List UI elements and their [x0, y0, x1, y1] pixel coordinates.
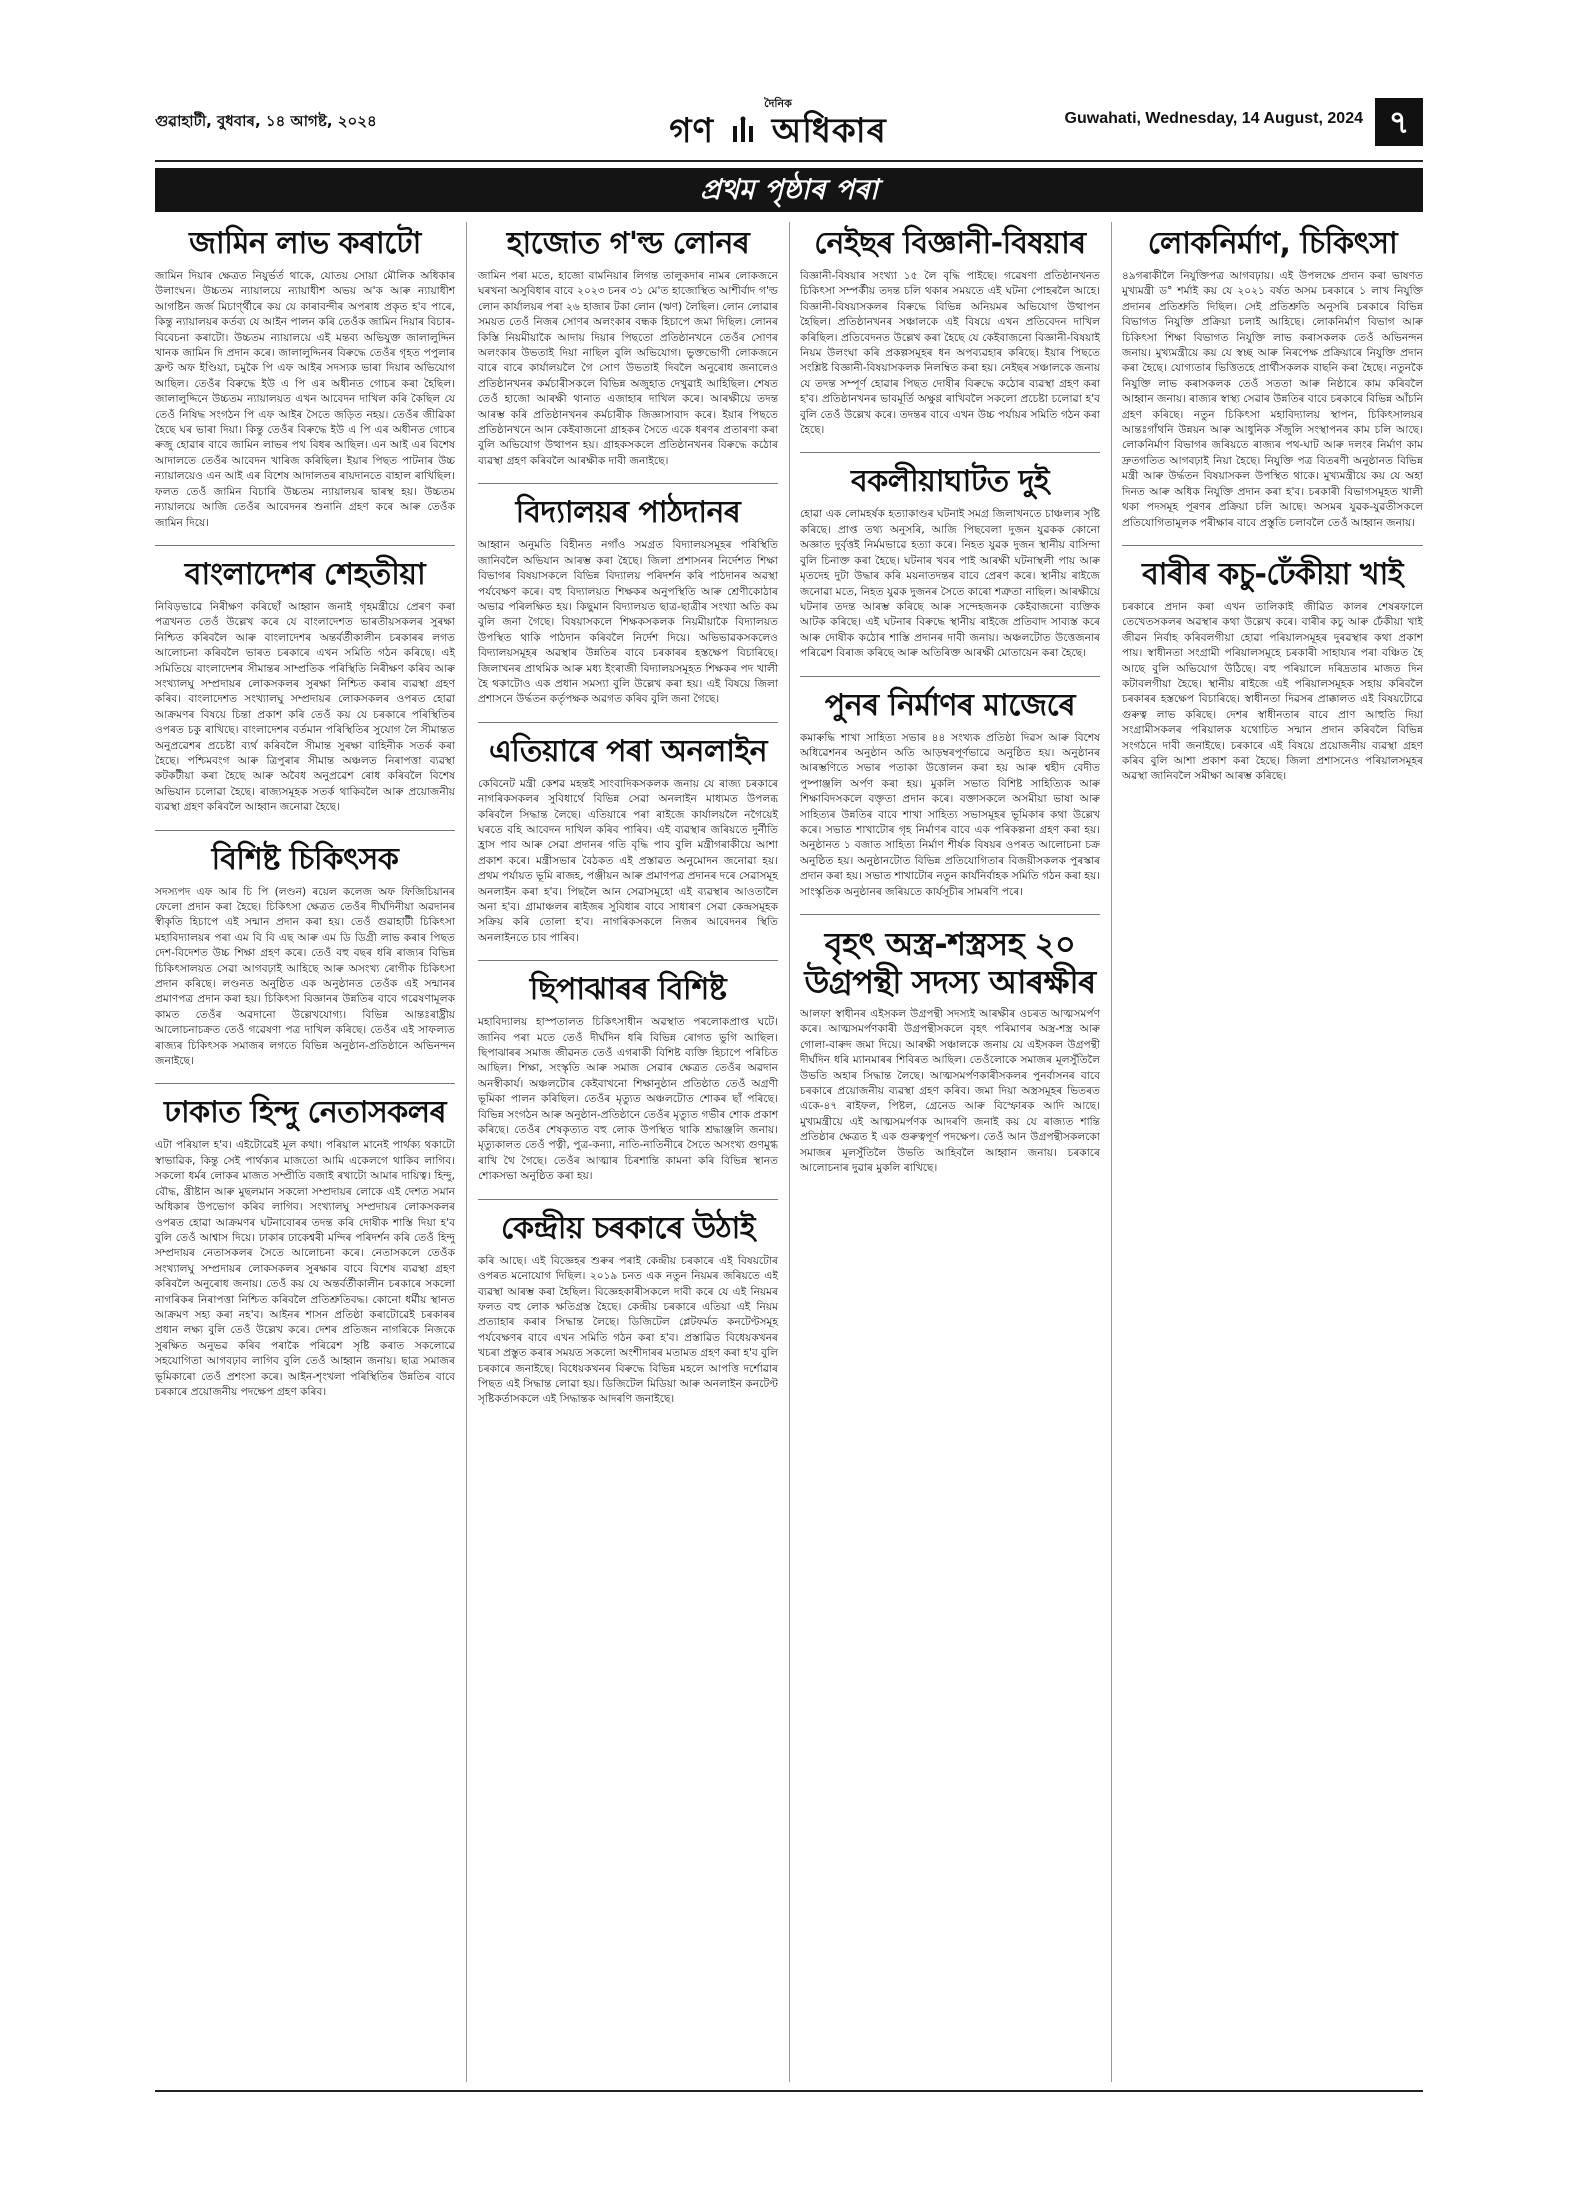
article-headline: বাৰীৰ কচু-ঢেঁকীয়া খাই: [1142, 556, 1403, 592]
divider: [800, 452, 1100, 453]
divider: [478, 1199, 778, 1200]
article-body: কমাৰুদ্ধি শাখা সাহিত্য সভাৰ ৪৪ সংখ্যক প্ৰতিষ্ঠা দিৱস আৰু বিশেষ অধিৱেশনৰ অনুষ্ঠান অতি আড়ম্বৰপূৰ্ণভাৱে অনুষ্ঠিত হয়। অনুষ্ঠানৰ আৰম্ভণিতে সভাৰ পতাকা উত্তোলন কৰা হয় আৰু শ্বহীদ বেদীত পুষ্পাঞ্জলি অৰ্পণ কৰা হয়। মুকলি সভাত বিশিষ্ট সাহিত্যিক আৰু শিক্ষাবিদসকলে বক্তৃতা প্ৰদান কৰে। বক্তাসকলে অসমীয়া ভাষা আৰু সাহিত্যৰ উন্নতিৰ বাবে শাখা সাহিত্য সভাসমূহৰ ভূমিকাৰ কথা উল্লেখ কৰে। সভাত শাখাটোৰ গৃহ নিৰ্মাণৰ বাবে এক পৰিকল্পনা গ্ৰহণ কৰা হয়। অনুষ্ঠানত ১ বজাত সাহিত্য নিৰ্মাণ শীৰ্ষক বিষয়ৰ ওপৰত আলোচনা চক্ৰ অনুষ্ঠিত হয়। অনুষ্ঠানটোত বিভিন্ন প্ৰতিযোগিতাৰ বিজয়ীসকলক পুৰস্কাৰ প্ৰদান কৰা হয়। সভাত শাখাটোৰ নতুন কাৰ্যনিৰ্বাহক সমিতি গঠন কৰা হয়। সাংস্কৃতিক অনুষ্ঠানৰ জৰিয়তে কাৰ্যসূচীৰ সামৰণি পৰে।: [800, 731, 1100, 898]
article-headline: লোকনিৰ্মাণ, চিকিৎসা: [1147, 226, 1398, 261]
article-body: আহ্বান অনুমতি বিহীনত নগাঁও সমগ্ৰত বিদ্যালয়সমূহৰ পৰিস্থিতি জানিবলৈ অভিযান আৰম্ভ কৰা হৈছে। জিলা প্ৰশাসনৰ নিৰ্দেশত শিক্ষা বিভাগৰ বিষয়াসকলে বিভিন্ন বিদ্যালয় পৰিদৰ্শন কৰি পাঠদানৰ অৱস্থা পৰ্যবেক্ষণ কৰে। বহু বিদ্যালয়ত শিক্ষকৰ অনুপস্থিতি আৰু শ্ৰেণীকোঠাৰ অভাৱ পৰিলক্ষিত হয়। কিছুমান বিদ্যালয়ত ছাত্ৰ-ছাত্ৰীৰ সংখ্যা অতি কম বুলি জনা গৈছে। বিষয়াসকলে শিক্ষকসকলক নিয়মীয়াকৈ বিদ্যালয়ত উপস্থিত থাকি পাঠদান কৰিবলৈ নিৰ্দেশ দিয়ে। অভিভাৱকসকলেও বিদ্যালয়সমূহৰ অৱস্থাৰ উন্নতিৰ বাবে চৰকাৰৰ হস্তক্ষেপ বিচাৰিছে। জিলাখনৰ প্ৰাথমিক আৰু মধ্য ইংৰাজী বিদ্যালয়সমূহত শিক্ষকৰ পদ খালী হৈ থকাটোও এক প্ৰধান সমস্যা বুলি উল্লেখ কৰা হয়। এই বিষয়ে জিলা প্ৰশাসনে উৰ্দ্ধতন কৰ্তৃপক্ষক অৱগত কৰিব বুলি জনা গৈছে।: [478, 539, 778, 706]
divider: [800, 676, 1100, 677]
divider: [478, 722, 778, 723]
article: [478, 1210, 778, 1408]
divider: [800, 914, 1100, 915]
article-body: কৰি আছে। এই বিজ্ঞেহৰ শুৰুৰ পৰাই কেন্দ্ৰীয় চৰকাৰে এই বিষয়টোৰ ওপৰত মনোযোগ দিছিল। ২০১৯ চনত এক নতুন নিয়মৰ জৰিয়তে এই ব্যৱস্থা আৰম্ভ কৰা হৈছিল। বিজ্ঞেহকাৰীসকলে দাবী কৰে যে এই নিয়মৰ ফলত বহু লোক ক্ষতিগ্ৰস্ত হৈছে। কেন্দ্ৰীয় চৰকাৰে এতিয়া এই নিয়ম প্ৰত্যাহাৰ কৰাৰ সিদ্ধান্ত লৈছে। ডিজিটেল প্লেটফৰ্মত কনটেণ্টসমূহ পৰ্যবেক্ষণৰ বাবে এখন সমিতি গঠন কৰা হ'ব। প্ৰস্তাৱিত বিধেয়কখনৰ খচৰা প্ৰস্তুত কৰাৰ সময়ত সকলো অংশীদাৰৰ মতামত গ্ৰহণ কৰা হ'ব বুলি চৰকাৰে জনাইছে। বিধেয়কখনৰ বিৰুদ্ধে বিভিন্ন মহলে আপত্তি দৰ্শোৱাৰ পিছত এই সিদ্ধান্ত লোৱা হয়। ডিজিটেল মিডিয়া আৰু অনলাইন কনটেণ্ট সৃষ্টিকৰ্তাসকলে এই সিদ্ধান্তক আদৰণি জনাইছে।: [478, 1254, 778, 1406]
article: [478, 733, 778, 946]
divider: [155, 545, 455, 546]
divider: [478, 483, 778, 484]
date-english: Guwahati, Wednesday, 14 August, 2024: [1064, 110, 1363, 127]
article-body: চৰকাৰে প্ৰদান কৰা এখন তালিকাই জীৱিত কালৰ শেষৰফালে তেখেতসকলৰ অৱস্থাৰ কথা উল্লেখ কৰে। বাৰীৰ কচু আৰু ঢেঁকীয়া খাই জীৱন নিৰ্বাহ কৰিবলগীয়া হোৱা পৰিয়ালসমূহৰ দুৰৱস্থাৰ কথা প্ৰকাশ পায়। স্বাধীনতা সংগ্ৰামী পৰিয়ালসমূহে চৰকাৰী সাহায্যৰ পৰা বঞ্চিত হৈ আছে বুলি অভিযোগ উঠিছে। বহু পৰিয়ালে দৰিদ্ৰতাৰ মাজত দিন কটাবলগীয়া হৈছে। স্থানীয় ৰাইজে এই পৰিয়ালসমূহক সহায় কৰিবলৈ চৰকাৰৰ হস্তক্ষেপ বিচাৰিছে। স্বাধীনতা দিৱসৰ প্ৰাক্কালত এই বিষয়টোৱে গুৰুত্ব লাভ কৰিছে। দেশৰ স্বাধীনতাৰ বাবে প্ৰাণ আহুতি দিয়া সংগ্ৰামীসকলৰ পৰিয়ালক যথোচিত সন্মান প্ৰদান কৰিবলৈ বিভিন্ন সংগঠনে দাবী জনাইছে। চৰকাৰে এই বিষয়ে প্ৰয়োজনীয় ব্যৱস্থা গ্ৰহণ কৰিব বুলি আশা প্ৰকাশ কৰা হৈছে। জিলা প্ৰশাসনেও পৰিয়ালসমূহৰ অৱস্থা জানিবলৈ সমীক্ষা আৰম্ভ কৰিছে।: [1122, 600, 1423, 783]
column-2: [478, 225, 778, 1422]
footer-rule: [155, 2090, 1423, 2092]
article: [478, 225, 778, 469]
masthead: [155, 98, 1423, 158]
article: [155, 1094, 455, 1400]
date-assamese: গুৱাহাটী, বুধবাৰ, ১৪ আগষ্ট, ২০২৪: [155, 112, 377, 130]
article-body: জামিন পৰা মতে, হাজো বামনিয়াৰ লিগন্ত তালুকদাৰ নামৰ লোকজনে ঘৰখনা অসুবিধাৰ বাবে ২০২৩ চনৰ ৩১ মে'ত হাজোস্থিত আশীৰ্বাদ গ'ল্ড লোন কাৰ্যালয়ৰ পৰা ২৬ হাজাৰ টকা লোন (ঋণ) লৈছিল। লোন লোৱাৰ সময়ত তেওঁ নিজৰ সোণৰ অলংকাৰ বন্ধক হিচাপে জমা দিছিল। লোনৰ কিস্তি নিয়মীয়াকৈ আদায় দিয়াৰ পিছতো প্ৰতিষ্ঠানখনে তেওঁৰ সোণৰ অলংকাৰ উভতাই দিয়া নাছিল বুলি অভিযোগ। ভুক্তভোগী লোকজনে বাৰে বাৰে কাৰ্যালয়লৈ গৈ সোণ উভতাই দিবলৈ অনুৰোধ জনালেও প্ৰতিষ্ঠানখনৰ কৰ্মচাৰীসকলে বিভিন্ন অজুহাত দেখুৱাই আহিছিল। শেষত তেওঁ হাজো আৰক্ষী থানাত এজাহাৰ দাখিল কৰে। আৰক্ষীয়ে তদন্ত আৰম্ভ কৰি প্ৰতিষ্ঠানখনৰ কৰ্মচাৰীক জিজ্ঞাসাবাদ কৰে। ইয়াৰ পিছতে প্ৰতিষ্ঠানখনে আন কেইবাজনো গ্ৰাহকৰ সৈতে একে ধৰণৰ প্ৰতাৰণা কৰা বুলি অভিযোগ উত্থাপন হয়। গ্ৰাহকসকলে প্ৰতিষ্ঠানখনৰ বিৰুদ্ধে কঠোৰ ব্যৱস্থা গ্ৰহণ কৰিবলৈ আৰক্ষীক দাবী জনাইছে।: [478, 270, 778, 467]
article-body: কেবিনেট মন্ত্ৰী কেশৱ মহন্তই সাংবাদিকসকলক জনায় যে ৰাজ্য চৰকাৰে নাগৰিকসকলৰ সুবিধাৰ্থে বিভিন্ন সেৱা অনলাইন মাধ্যমত উপলব্ধ কৰিবলৈ সিদ্ধান্ত লৈছে। এতিয়াৰে পৰা ৰাইজে কাৰ্যালয়লৈ নগৈয়েই ঘৰতে বহি আবেদন দাখিল কৰিব পাৰিব। এই ব্যৱস্থাৰ জৰিয়তে দুৰ্নীতি হ্ৰাস পাব আৰু সেৱা প্ৰদানৰ গতি বৃদ্ধি পাব বুলি মন্ত্ৰীগৰাকীয়ে আশা প্ৰকাশ কৰে। মন্ত্ৰীসভাৰ বৈঠকত এই প্ৰস্তাৱত অনুমোদন জনোৱা হয়। প্ৰথম পৰ্যায়ত ভূমি ৰাজহ, পঞ্জীয়ন আৰু প্ৰমাণপত্ৰ প্ৰদানৰ দৰে সেৱাসমূহ অনলাইন কৰা হ'ব। পিছলৈ আন সেৱাসমূহো এই ব্যৱস্থাৰ আওতালৈ অনা হ'ব। গ্ৰামাঞ্চলৰ ৰাইজৰ সুবিধাৰ বাবে সাধাৰণ সেৱা কেন্দ্ৰসমূহক সক্ৰিয় কৰি তোলা হ'ব। নাগৰিকসকলে নিজৰ আবেদনৰ স্থিতি অনলাইনতে চাব পাৰিব।: [478, 777, 778, 944]
article-headline: জামিন লাভ কৰাটো: [189, 226, 421, 261]
column-divider: [466, 222, 467, 2082]
article: [1122, 556, 1423, 785]
article-headline: নেইছৰ বিজ্ঞানী-বিষয়াৰ: [814, 226, 1086, 261]
column-4: [1122, 225, 1423, 799]
article: [155, 225, 455, 531]
article-headline: বিশিষ্ট চিকিৎসক: [211, 841, 399, 877]
article: [1122, 225, 1423, 531]
divider: [155, 1083, 455, 1084]
article-headline: এতিয়াৰে পৰা অনলাইন: [488, 733, 768, 769]
article-body: এটা পৰিয়াল হ'ব। এইটোৱেই মূল কথা। পৰিয়াল মানেই পাৰ্থক্য থকাটো স্বাভাৱিক, কিন্তু সেই পাৰ্থক্যৰ মাজতো আমি একেলগে থাকিব লাগিব। সকলো ধৰ্মৰ লোকৰ মাজত সম্প্ৰীতি বজাই ৰখাটো আমাৰ দায়িত্ব। হিন্দু, বৌদ্ধ, খ্ৰীষ্টান আৰু মুছলমান সকলো সম্প্ৰদায়ৰ লোকে এই দেশত সমান অধিকাৰ উপভোগ কৰিব লাগিব। সংখ্যালঘু সম্প্ৰদায়ৰ লোকসকলৰ ওপৰত হোৱা আক্ৰমণৰ ঘটনাবোৰৰ তদন্ত কৰি দোষীক শাস্তি দিয়া হ'ব বুলি তেওঁ আশ্বাস দিয়ে। ঢাকাৰ ঢাকেশ্বৰী মন্দিৰ পৰিদৰ্শন কৰি তেওঁ হিন্দু সম্প্ৰদায়ৰ নেতাসকলৰ সৈতে আলোচনা কৰে। নেতাসকলে তেওঁক সংখ্যালঘু সম্প্ৰদায়ৰ লোকসকলৰ সুৰক্ষাৰ বাবে বিশেষ ব্যৱস্থা গ্ৰহণ কৰিবলৈ অনুৰোধ জনায়। তেওঁ কয় যে অন্তৰ্বৰ্তীকালীন চৰকাৰে সকলো নাগৰিকৰ নিৰাপত্তা নিশ্চিত কৰিবলৈ প্ৰতিশ্ৰুতিবদ্ধ। কোনো ধৰ্মীয় স্থানত আক্ৰমণ সহ্য কৰা নহ'ব। আইনৰ শাসন প্ৰতিষ্ঠা কৰাটোৱেই চৰকাৰৰ প্ৰধান লক্ষ্য বুলি তেওঁ উল্লেখ কৰে। দেশৰ প্ৰতিজন নাগৰিকে নিজকে সুৰক্ষিত অনুভৱ কৰিব পৰাকৈ পৰিৱেশ সৃষ্টি কৰাত সকলোৱে সহযোগিতা আগবঢ়াব লাগিব বুলি তেওঁ আহ্বান জনায়। ছাত্ৰ সমাজৰ ভূমিকাৰো তেওঁ প্ৰশংসা কৰে। আইন-শৃংখলা পৰিস্থিতিৰ উন্নতিৰ বাবে চৰকাৰে প্ৰয়োজনীয় পদক্ষেপ গ্ৰহণ কৰিব।: [155, 1139, 455, 1398]
logo-right-word: অধিকাৰ: [771, 111, 887, 151]
article: [155, 556, 455, 816]
article-headline: ছিপাঝাৰৰ বিশিষ্ট: [529, 972, 727, 1008]
article-headline: বিদ্যালয়ৰ পাঠদানৰ: [515, 495, 741, 531]
article: [478, 971, 778, 1184]
article-body: আলফা স্বাধীনৰ এইসকল উগ্ৰপন্থী সদস্যই আৰক্ষীৰ ওচৰত আত্মসমৰ্পণ কৰে। আত্মসমৰ্পণকাৰী উগ্ৰপন্থীসকলে বৃহৎ পৰিমাণৰ অস্ত্ৰ-শস্ত্ৰ আৰু গোলা-বাৰুদ জমা দিয়ে। আৰক্ষী সঞ্চালকে জনায় যে এইসকল উগ্ৰপন্থী দীৰ্ঘদিন ধৰি ম্যানমাৰৰ শিবিৰত আছিল। তেওঁলোকে সমাজৰ মূলসুঁতিলৈ উভতি অহাৰ সিদ্ধান্ত লৈছে। আত্মসমৰ্পণকাৰীসকলৰ পুনৰ্বাসনৰ বাবে চৰকাৰে প্ৰয়োজনীয় ব্যৱস্থা গ্ৰহণ কৰিব। জমা দিয়া অস্ত্ৰসমূহৰ ভিতৰত একে-৪৭ ৰাইফল, পিষ্টল, গ্ৰেনেড আৰু বিস্ফোৰক আদি আছে। মুখ্যমন্ত্ৰীয়ে এই আত্মসমৰ্পণক আদৰণি জনাই কয় যে ৰাজ্যত শান্তি প্ৰতিষ্ঠাৰ ক্ষেত্ৰত ই এক গুৰুত্বপূৰ্ণ পদক্ষেপ। তেওঁ আন উগ্ৰপন্থীসকলকো সমাজৰ মূলসুঁতিলৈ উভতি আহিবলৈ আহ্বান জনায়। চৰকাৰে আলোচনাৰ দুৱাৰ মুকলি ৰাখিছে।: [800, 1008, 1100, 1175]
article-body: সদস্যপদ এফ আৰ চি পি (লণ্ডন) ৰয়েল কলেজ অফ ফিজিচিয়ানৰ ফেলো প্ৰদান কৰা হৈছে। চিকিৎসা ক্ষেত্ৰত তেওঁৰ দীৰ্ঘদিনীয়া অৱদানৰ স্বীকৃতি হিচাপে এই সন্মান প্ৰদান কৰা হয়। তেওঁ গুৱাহাটী চিকিৎসা মহাবিদ্যালয়ৰ পৰা এম বি বি এছ আৰু এম ডি ডিগ্ৰী লাভ কৰাৰ পিছত দেশ-বিদেশত উচ্চ শিক্ষা গ্ৰহণ কৰে। তেওঁ বহু বছৰ ধৰি ৰাজ্যৰ বিভিন্ন চিকিৎসালয়ত সেৱা আগবঢ়াই আহিছে আৰু অসংখ্য ৰোগীক চিকিৎসা প্ৰদান কৰিছে। লণ্ডনত অনুষ্ঠিত এক অনুষ্ঠানত তেওঁক এই সন্মানৰ প্ৰমাণপত্ৰ প্ৰদান কৰা হয়। চিকিৎসা বিজ্ঞানৰ উন্নতিৰ বাবে গৱেষণামূলক কামত তেওঁৰ অৱদানো উল্লেখযোগ্য। বিভিন্ন আন্তঃৰাষ্ট্ৰীয় আলোচনাচক্ৰত তেওঁ গৱেষণা পত্ৰ দাখিল কৰিছে। তেওঁৰ এই সাফল্যত ৰাজ্যৰ চিকিৎসক সমাজৰ লগতে বিভিন্ন অনুষ্ঠান-প্ৰতিষ্ঠানে অভিনন্দন জনাইছে।: [155, 885, 455, 1068]
logo-title: [633, 110, 923, 152]
article-body: জামিন দিয়াৰ ক্ষেত্ৰত নিয়ুৰ্ভৰ্ত থাকে, যোতয় সোয়া মৌলিক অধিকাৰ উলাংঘন। উচ্চতম ন্যায়ালয়ে ন্যায়াধীশ অভয় অ'ক আৰু ন্যায়াধীশ আগষ্টিন জৰ্জ মিচাৰ্ণ্থীৰে কয় যে কাৰাবন্দীৰ অপৰাধ প্ৰকৃত হ'ব পাৰে, কিন্তু ন্যায়ালয়ৰ কৰ্তব্য যে আইন পালন কৰি তেওঁক জামিন দিয়াৰ বিচাৰ-বিবেচনা কৰাটো। উচ্চতম ন্যায়ালয়ে এই মন্তব্য অভিযুক্ত জালালুদ্দিন খানক জামিন দি প্ৰদান কৰে। জালালুদ্দিনৰ বিৰুদ্ধে তেওঁৰ গৃহত পপুলাৰ ফ্ৰণ্ট অফ ইণ্ডিয়া, চমুকৈ পি এফ আইৰ সদস্যক ভাৰা দিয়াৰ অভিযোগ আছিল। তেওঁৰ বিৰুদ্ধে ইউ এ পি এৰ অধীনত গোচৰ কৰা হৈছিল। জালালুদ্দিনে উচ্চতম ন্যায়ালয়ত এখন আবেদন দাখিল কৰি কৈছিল যে তেওঁ নিষিদ্ধ সংগঠন পি এফ আইৰ সৈতে জড়িত নহয়। তেওঁৰ জীৱিকা হৈছে ঘৰ ভাৰা দিয়া। কিন্তু তেওঁৰ বিৰুদ্ধে ইউ এ পি এৰ অধীনত গোচৰ ৰুজু হোৱাৰ বাবে জামিন লাভৰ পথ বিধৰ আছিল। এন আই এৰ বিশেষ আদালতে তেওঁৰ আবেদন খাৰিজ কৰিছিল। ইয়াৰ পিছত পাটনাৰ উচ্চ ন্যায়ালয়েও এন আই এৰ বিশেষ আদালতৰ ৰায়দানতে বাহাল ৰাখিছিল। ফলত তেওঁ জামিন বিচাৰি উচ্চতম ন্যায়ালয়ৰ দ্বাৰস্থ হয়। উচ্চতম ন্যায়ালয়ে আজি তেওঁৰ আবেদনৰ শুনানি গ্ৰহণ কৰে আৰু তেওঁক জামিন দিয়ে।: [155, 270, 455, 529]
article: [800, 925, 1100, 1176]
page-number: ৭: [1375, 98, 1423, 146]
article: [800, 225, 1100, 438]
article-headline: বৃহৎ অস্ত্ৰ-শস্ত্ৰসহ ২০ উগ্ৰপন্থী সদস্য আৰক্ষীৰ: [804, 925, 1096, 1001]
masthead-rule: [155, 160, 1423, 162]
article-body: ৪৯গৰাকীলৈ নিযুক্তিপত্ৰ আগবঢ়ায়। এই উপলক্ষে প্ৰদান কৰা ভাষণত মুখ্যমন্ত্ৰী ড° শৰ্মাই কয় যে ২০২১ বৰ্ষত অসম চৰকাৰে ১ লাখ নিযুক্তি প্ৰদানৰ প্ৰতিশ্ৰুতি দিছিল। সেই প্ৰতিশ্ৰুতি অনুসৰি চৰকাৰে বিভিন্ন বিভাগত নিযুক্তি প্ৰক্ৰিয়া চলাই আহিছে। লোকনিৰ্মাণ বিভাগ আৰু চিকিৎসা শিক্ষা বিভাগত নিযুক্তি লাভ কৰাসকলক তেওঁ অভিনন্দন জনায়। মুখ্যমন্ত্ৰীয়ে কয় যে স্বচ্ছ আৰু নিৰপেক্ষ প্ৰক্ৰিয়াৰে নিযুক্তি প্ৰদান কৰা হৈছে। যোগ্যতাৰ ভিত্তিতহে প্ৰাৰ্থীসকলক বাছনি কৰা হৈছে। নতুনকৈ নিযুক্তি লাভ কৰাসকলক তেওঁ সততা আৰু নিষ্ঠাৰে কাম কৰিবলৈ আহ্বান জনায়। ৰাজ্যৰ স্বাস্থ্য সেৱাৰ উন্নতিৰ বাবে চৰকাৰে বিভিন্ন আঁচনি গ্ৰহণ কৰিছে। নতুন চিকিৎসা মহাবিদ্যালয় স্থাপন, চিকিৎসালয়ৰ আন্তঃগাঁথনি উন্নয়ন আৰু আধুনিক সঁজুলি সংস্থাপনৰ কাম চলি আছে। লোকনিৰ্মাণ বিভাগৰ জৰিয়তে ৰাজ্যৰ পথ-ঘাট আৰু দলংৰ নিৰ্মাণ কাম দ্ৰুতগতিত আগবঢ়াই নিয়া হৈছে। নিযুক্তি পত্ৰ বিতৰণী অনুষ্ঠানত বিভিন্ন মন্ত্ৰী আৰু উৰ্দ্ধতন বিষয়াসকল উপস্থিত থাকে। মুখ্যমন্ত্ৰীয়ে কয় যে অহা দিনত আৰু অধিক নিযুক্তি প্ৰদান কৰা হ'ব। চৰকাৰী বিভাগসমূহত খালী থকা পদসমূহ পূৰণৰ প্ৰক্ৰিয়া চলি আছে। অসমৰ যুৱক-যুৱতীসকলে প্ৰতিযোগিতামূলক পৰীক্ষাৰ বাবে প্ৰস্তুতি চলাবলৈ তেওঁ আহ্বান জনায়।: [1122, 270, 1423, 529]
logo-tagline: দৈনিক: [764, 97, 792, 110]
article-headline: পুনৰ নিৰ্মাণৰ মাজেৰে: [824, 687, 1076, 723]
column-divider: [1111, 222, 1112, 2082]
article: [155, 841, 455, 1070]
divider: [155, 830, 455, 831]
logo-left-word: গণ: [669, 111, 715, 151]
article-body: মহাবিদ্যালয় হাস্পতালত চিকিৎসাধীন অৱস্থাত পৰলোকপ্ৰাপ্ত ঘটে। জানিব পৰা মতে তেওঁ দীৰ্ঘদিন ধৰি বিভিন্ন ৰোগত ভুগি আছিল। ছিপাঝাৰৰ সমাজ জীৱনত তেওঁ এগৰাকী বিশিষ্ট ব্যক্তি হিচাপে পৰিচিত আছিল। শিক্ষা, সংস্কৃতি আৰু সমাজ সেৱাৰ ক্ষেত্ৰত তেওঁৰ অৱদান অনস্বীকাৰ্য। অঞ্চলটোৰ কেইবাখনো শিক্ষানুষ্ঠান প্ৰতিষ্ঠাত তেওঁ অগ্ৰণী ভূমিকা পালন কৰিছিল। তেওঁৰ মৃত্যুত অঞ্চলটোত শোকৰ ছাঁ পৰিছে। বিভিন্ন সংগঠন আৰু অনুষ্ঠান-প্ৰতিষ্ঠানে তেওঁৰ মৃত্যুত গভীৰ শোক প্ৰকাশ কৰিছে। তেওঁৰ শেষকৃত্যত বহু লোক উপস্থিত থাকি শ্ৰদ্ধাঞ্জলি জনায়। মৃত্যুকালত তেওঁ পত্নী, পুত্ৰ-কন্যা, নাতি-নাতিনীৰে সৈতে অসংখ্য গুণমুগ্ধ ৰাখি থৈ গৈছে। তেওঁৰ আত্মাৰ চিৰশান্তি কামনা কৰি বিভিন্ন স্থানত শোকসভা অনুষ্ঠিত কৰা হয়।: [478, 1016, 778, 1183]
divider: [1122, 545, 1423, 546]
article: [800, 463, 1100, 661]
article-body: হোৱা এক লোমহৰ্ষক হত্যাকাণ্ডৰ ঘটনাই সমগ্ৰ জিলাখনতে চাঞ্চল্যৰ সৃষ্টি কৰিছে। প্ৰাপ্ত তথ্য অনুসৰি, আজি পিছবেলা দুজন যুৱকক কোনো অজ্ঞাত দুৰ্বৃত্তই নিৰ্মমভাৱে হত্যা কৰে। নিহত যুৱক দুজন স্থানীয় বাসিন্দা বুলি চিনাক্ত কৰা হৈছে। ঘটনাৰ খবৰ পাই আৰক্ষী ঘটনাস্থলী পায় আৰু মৃতদেহ দুটা উদ্ধাৰ কৰি ময়নাতদন্তৰ বাবে প্ৰেৰণ কৰে। স্থানীয় ৰাইজে জনোৱা মতে, নিহত যুৱক দুজনৰ সৈতে কাৰো শত্ৰুতা নাছিল। আৰক্ষীয়ে ঘটনাৰ তদন্ত আৰম্ভ কৰিছে আৰু সন্দেহজনক কেইবাজনো ব্যক্তিক আটক কৰিছে। এই ঘটনাৰ বিৰুদ্ধে স্থানীয় ৰাইজে প্ৰতিবাদ সাব্যস্ত কৰে আৰু দোষীক কঠোৰ শাস্তি প্ৰদানৰ দাবী জনায়। অঞ্চলটোত উত্তেজনাৰ পৰিৱেশ বিৰাজ কৰিছে আৰু অতিৰিক্ত আৰক্ষী মোতায়েন কৰা হৈছে।: [800, 508, 1100, 660]
logo-emblem-icon: [731, 116, 755, 144]
column-3: [800, 225, 1100, 1190]
article-headline: বাংলাদেশৰ শেহতীয়া: [184, 556, 426, 592]
article-headline: ঢাকাত হিন্দু নেতাসকলৰ: [163, 1095, 446, 1131]
article-body: নিবিড়ভাৱে নিৰীক্ষণ কৰিছোঁ আহ্বান জনাই গৃহমন্ত্ৰীয়ে প্ৰেৰণ কৰা পত্ৰখনত তেওঁ উল্লেখ কৰে যে বাংলাদেশত ভাৰতীয়সকলৰ সুৰক্ষা নিশ্চিত কৰিবলৈ আৰু বাংলাদেশৰ অন্তৰ্বৰ্তীকালীন চৰকাৰৰ লগত আলোচনা কৰিবলৈ ভাৰত চৰকাৰে এখন সমিতি গঠন কৰিছে। এই সমিতিয়ে বাংলাদেশৰ সীমান্তৰ সাম্প্ৰতিক পৰিস্থিতি নিৰীক্ষণ কৰিব আৰু সংখ্যালঘু সম্প্ৰদায়ৰ লোকসকলৰ সুৰক্ষা নিশ্চিত কৰাৰ ব্যৱস্থা গ্ৰহণ কৰিব। বাংলাদেশত সংখ্যালঘু সম্প্ৰদায়ৰ লোকসকলৰ ওপৰত হোৱা আক্ৰমণৰ বিষয়ে চিন্তা প্ৰকাশ কৰি তেওঁ কয় যে চৰকাৰে পৰিস্থিতিৰ ওপৰত চকু ৰাখিছে। বাংলাদেশৰ বৰ্তমান পৰিস্থিতিৰ সুযোগ লৈ সীমান্তত অনুপ্ৰৱেশৰ প্ৰচেষ্টা ব্যৰ্থ কৰিবলৈ সীমান্ত সুৰক্ষা বাহিনীক সতৰ্ক কৰা হৈছে। পশ্চিমবংগ আৰু ত্ৰিপুৰাৰ সীমান্ত অঞ্চলত নিৰাপত্তা ব্যৱস্থা কটকটীয়া কৰা হৈছে আৰু অবৈধ অনুপ্ৰৱেশ ৰোধ কৰিবলৈ বিশেষ অভিযান চলোৱা হৈছে। ৰাজ্যসমূহক সতৰ্ক থাকিবলৈ আৰু প্ৰয়োজনীয় ব্যৱস্থা গ্ৰহণ কৰিবলৈ আহ্বান জনোৱা হৈছে।: [155, 600, 455, 814]
article-body: বিজ্ঞানী-বিষয়াৰ সংখ্যা ১৫ লৈ বৃদ্ধি পাইছে। গৱেষণা প্ৰতিষ্ঠানখনত চিকিৎসা সম্পৰ্কীয় তদন্ত চলি থকাৰ সময়তে এই ঘটনা পোহৰলৈ আহে। বিজ্ঞানী-বিষয়াসকলৰ বিৰুদ্ধে বিভিন্ন অনিয়মৰ অভিযোগ উত্থাপন হৈছিল। প্ৰতিষ্ঠানখনৰ সঞ্চালকে এই বিষয়ে এখন প্ৰতিবেদন দাখিল কৰিছিল। প্ৰতিবেদনত উল্লেখ কৰা হৈছে যে কেইবাজনো বিজ্ঞানী-বিষয়াই নিয়ম উলংঘা কৰি প্ৰকল্পসমূহৰ ধন অপব্যৱহাৰ কৰিছে। ইয়াৰ পিছতে সংশ্লিষ্ট বিজ্ঞানী-বিষয়াসকলক নিলম্বিত কৰা হয়। নেইছৰ সঞ্চালকে জনায় যে তদন্ত সম্পূৰ্ণ হোৱাৰ পিছত দোষীৰ বিৰুদ্ধে কঠোৰ ব্যৱস্থা গ্ৰহণ কৰা হ'ব। প্ৰতিষ্ঠানখনৰ ভাবমূৰ্তি অক্ষুণ্ণ ৰাখিবলৈ সকলো প্ৰচেষ্টা চলোৱা হ'ব বুলি তেওঁ উল্লেখ কৰে। তদন্তৰ বাবে এখন উচ্চ পৰ্যায়ৰ সমিতি গঠন কৰা হৈছে।: [800, 270, 1100, 437]
article: [800, 687, 1100, 900]
column-divider: [789, 222, 790, 2082]
column-1: [155, 225, 455, 1414]
newspaper-logo: [633, 98, 923, 156]
divider: [478, 960, 778, 961]
article-headline: বকলীয়াঘাটত দুই: [851, 464, 1049, 500]
article-headline: হাজোত গ'ল্ড লোনৰ: [506, 226, 750, 261]
article: [478, 494, 778, 707]
article-headline: কেন্দ্ৰীয় চৰকাৰে উঠাই: [501, 1210, 755, 1246]
section-banner: প্ৰথম পৃষ্ঠাৰ পৰা: [155, 168, 1423, 212]
